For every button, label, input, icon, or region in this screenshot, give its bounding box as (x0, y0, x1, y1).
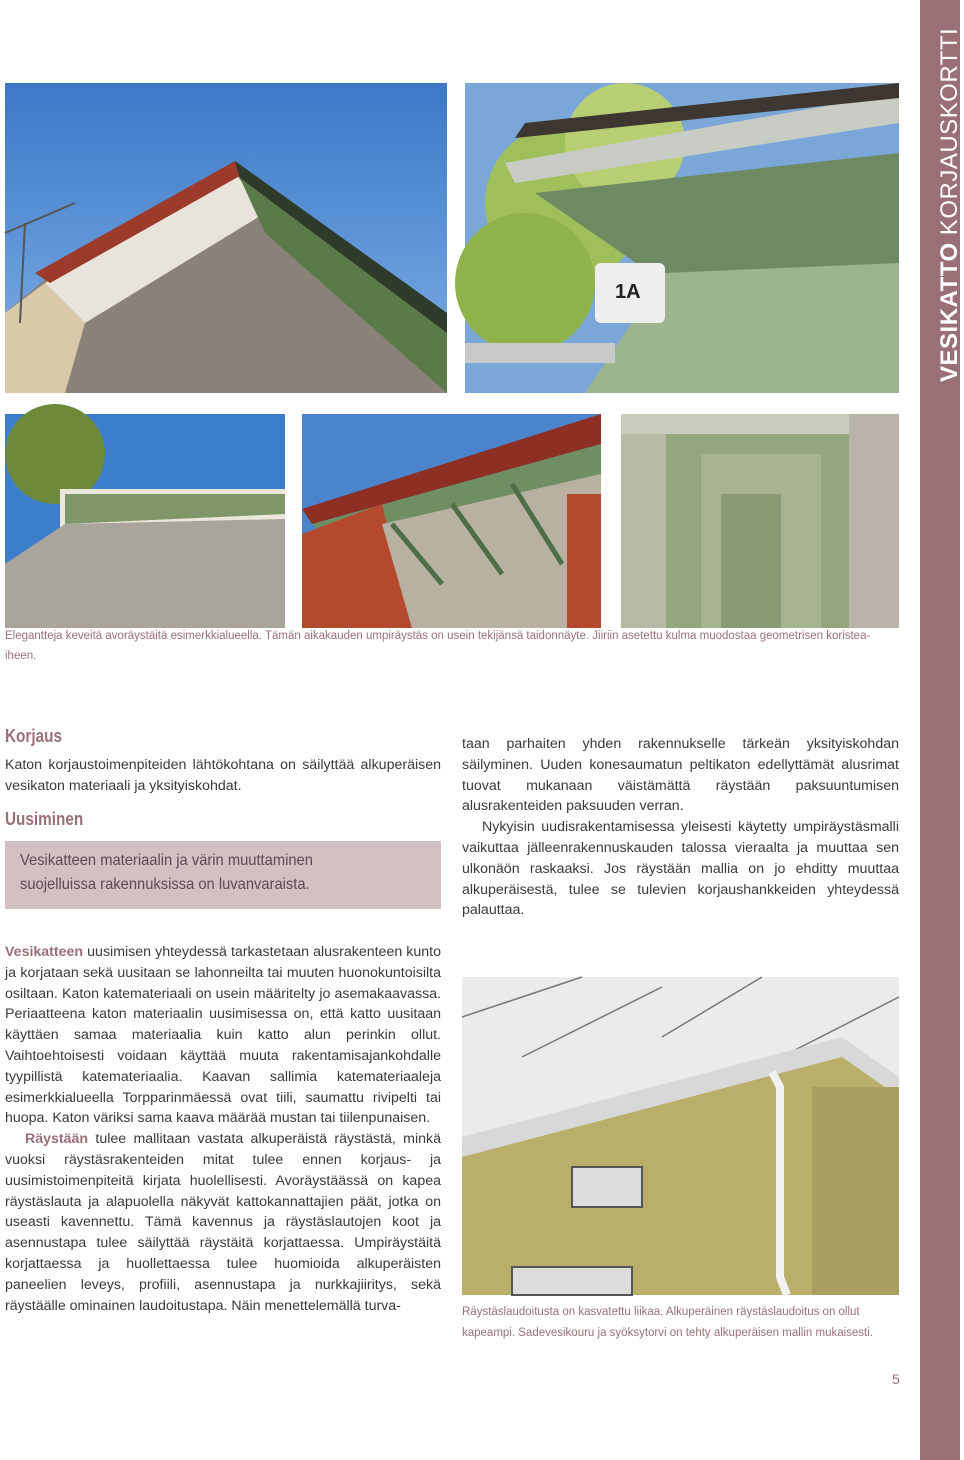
top-caption-line-1: Elegantteja keveitä avoräystäitä esimerkkialueella. Tämän aikakauden umpiräystäs on usein tekijänsä taidonnäyte. Jiiriin asetettu kulma muodostaa geometrisen koristea- (5, 630, 871, 642)
photo-gutter-sign (465, 83, 899, 393)
lead-raystaan: Räystään (25, 1131, 89, 1148)
paragraph-raystaan-text: tulee mallitaan vastata alkuperäistä räystästä, minkä vuoksi räystäsrakenteiden mitat tulee ennen korjaus- ja uusimistoimenpiteitä kirjata huolellisesti. Avoräystäässä on kapea räystäslauta ja alapuolella näkyvät kattokannattajien päät, jotka on useasti kavennettu. Tämä kavennus ja räystäslautojen koot ja asennustapa tulee säilyttää räystäitä korjattaessa. Umpiräystäitä korjattaessa ja huollettaessa tulee huomioida alkuperäisten paneelien leveys, profiili, asennustapa ja nurkkajiiritys, sekä räystäälle ominainen laudoitustapa. Näin menettelemällä turva- (5, 1131, 441, 1314)
right-paragraph-1: taan parhaiten yhden rakennukselle tärkeän yksityiskohdan säilyminen. Uuden konesaumatun peltikaton edellyttämät alusrimat tuovat mukanaan väistämättä räystään paksuuntumisen alusrakenteiden paksuuden verran. (462, 736, 899, 815)
side-title-thin: KORJAUSKORTTI (936, 27, 963, 236)
top-caption-line-2: iheen. (5, 650, 37, 662)
side-title (920, 0, 963, 400)
right-column-text (462, 734, 899, 921)
paragraph-vesikatteen (5, 942, 441, 1129)
photo-gable-eave (5, 83, 447, 393)
heading-uusiminen: Uusiminen (5, 809, 84, 829)
bottom-caption-line-1: Räystäslaudoitusta on kasvatettu liikaa. Alkuperäinen räystäslaudoitus on ollut (462, 1306, 860, 1318)
top-photos-caption (5, 626, 905, 667)
bottom-photo-caption (462, 1302, 902, 1344)
paragraph-vesikatteen-text: uusimisen yhteydessä tarkastetaan alusrakenteen kunto ja korjataan sekä uusitaan se lahonneilta tai muuten huonokuntoisilta osiltaan. Katon katemateriaali on usein määritelty jo asemakaavassa. Periaatteena katon materiaalin uusimisessa on, että katto uusitaan käyttäen samaa materiaalia kuin katto alun perinkin ollut. Vaihtoehtoisesti voidaan käyttää muuta rakentamisajankohdalle tyypillistä katemateriaalia. Kaavan sallimia katemateriaaleja esimerkkialueella Torpparinmäessä ovat tiili, saumattu rivipelti tai huopa. Katon väriksi sama kaava määrää mustan tai tiilenpunaisen. (5, 944, 441, 1127)
photo-yellow-house-eave (462, 977, 899, 1295)
lead-vesikatteen: Vesikatteen (5, 944, 84, 960)
paragraph-raystaan (5, 1129, 441, 1316)
photo-open-eave (5, 414, 285, 628)
sign-label: 1A (615, 281, 641, 303)
right-paragraph-2: Nykyisin uudisrakentamisessa yleisesti käytetty umpiräystäsmalli vaikuttaa jälleenrakennuskauden talossa vieraalta ja muuttaa sen ulkonäön raskaaksi. Jos räystään mallia on jo ehditty muuttaa alkuperäisestä, tulee se tulevien korjaushankkeiden yhteydessä palauttaa. (462, 819, 899, 919)
heading-korjaus: Korjaus (5, 726, 62, 746)
korjaus-text: Katon korjaustoimenpiteiden lähtökohtana on säilyttää alkuperäisen vesikaton materiaali ja yksityiskohdat. (5, 757, 441, 794)
side-title-bold: VESIKATTO (936, 242, 963, 382)
photo-rafters-brick (302, 414, 601, 628)
page-number: 5 (892, 1371, 900, 1387)
photo-boxed-eave-corner (621, 414, 899, 628)
bottom-caption-line-2: kapeampi. Sadevesikouru ja syöksytorvi on tehty alkuperäisen mallin mukaisesti. (462, 1327, 874, 1339)
highlight-text: Vesikatteen materiaalin ja värin muuttaminen suojelluissa rakennuksissa on luvanvaraista. (20, 852, 313, 893)
uusiminen-body (5, 942, 441, 1316)
